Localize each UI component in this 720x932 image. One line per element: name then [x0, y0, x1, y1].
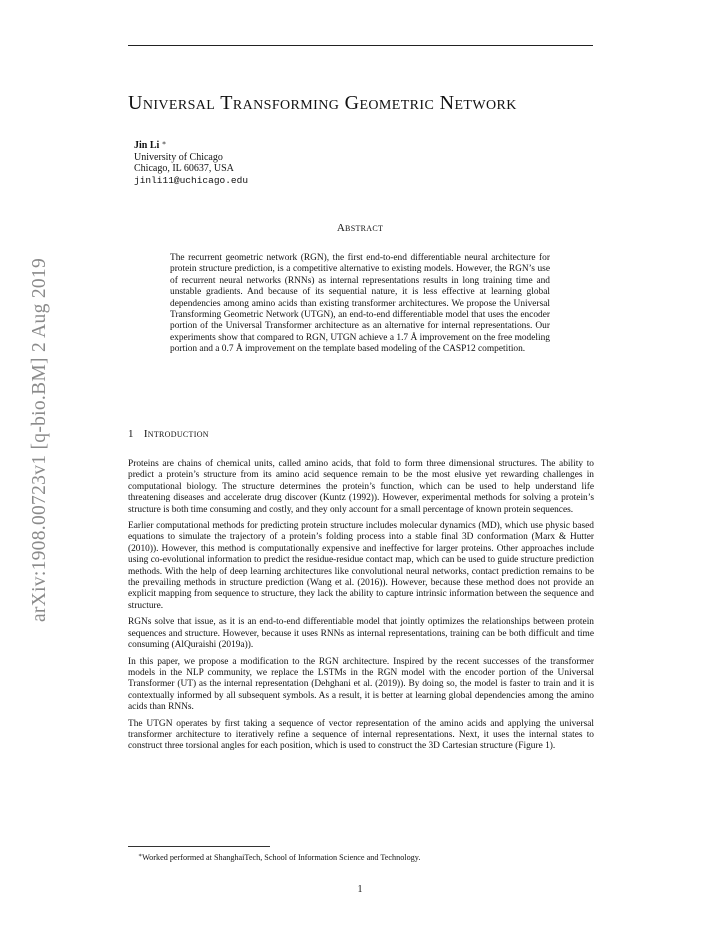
author-email: jinli11@uchicago.edu — [134, 174, 249, 186]
section-title: Introduction — [143, 428, 209, 440]
paper-title: Universal Transforming Geometric Network — [128, 92, 517, 114]
paragraph: In this paper, we propose a modification to the RGN architecture. Inspired by the recent successes of the transformer models in the NLP community, we replace the LSTMs in the RGN model with the encoder portion of the Universal Transformer (UT) as the internal representation (Dehghani et al. (2019)). By doing so, the model is faster to train and it is contextually informed by all subsequent symbols. As a result, it is better at learning global dependencies among the amino acids than RNNs. — [128, 656, 594, 713]
paragraph: Earlier computational methods for predicting protein structure includes molecular dynamics (MD), which use physic based equations to simulate the trajectory of a protein’s folding process into a stable final 3D conformation (Marx & Hutter (2010)). However, this method is computationally expensive and ineffective for larger proteins. Other approaches include using co-evolutional information to predict the residue-residue contact map, which can be used to guide structure prediction methods. With the help of deep learning architectures like convolutional neural networks, contact prediction remains to be the prevailing methods in structure prediction (Wang et al. (2016)). However, because these method does not provide an explicit mapping from sequence to structure, they lack the ability to capture intrinsic information between the sequence and structure. — [128, 521, 594, 611]
author-address: Chicago, IL 60637, USA — [134, 163, 234, 174]
paragraph: Proteins are chains of chemical units, called amino acids, that fold to form three dimensional structures. The ability to predict a protein’s structure from its amino acid sequence remain to be the most elusive yet rewarding challenges in computational biology. The structure determines the protein’s function, which can be used to help understand life threatening diseases and accelerate drug discover (Kuntz (1992)). However, experimental methods for solving a protein’s structure is both time consuming and costly, and they only account for a small percentage of known protein sequences. — [128, 459, 594, 515]
section-number: 1 — [128, 428, 134, 440]
top-rule — [128, 45, 593, 46]
author-footnote-mark: ∗ — [161, 139, 167, 147]
footnote — [138, 852, 420, 862]
arxiv-identifier: arXiv:1908.00723v1 [q-bio.BM] 2 Aug 2019 — [29, 257, 50, 623]
author-block — [134, 138, 248, 186]
paragraph: The UTGN operates by first taking a sequence of vector representation of the amino acids and applying the universal transformer architecture to iteratively refine a sequence of internal representations. Next, it uses the internal states to construct three torsional angles for each position, which is used to construct the 3D Cartesian structure (Figure 1). — [128, 718, 594, 752]
abstract-heading: Abstract — [336, 222, 384, 234]
body-text — [128, 459, 594, 758]
section-heading — [128, 428, 209, 440]
author-affiliation: University of Chicago — [134, 151, 223, 163]
paragraph: RGNs solve that issue, as it is an end-to-end differentiable model that jointly optimizes the relationships between protein sequences and structure. However, because it uses RNNs as internal representations, training can be both difficult and time consuming (AlQuraishi (2019a)). — [128, 617, 594, 651]
page-number: 1 — [357, 884, 363, 895]
footnote-mark: ∗ — [138, 853, 143, 859]
author-name: Jin Li — [134, 140, 160, 151]
footnote-text: Worked performed at ShanghaiTech, School of Information Science and Technology. — [142, 853, 421, 862]
abstract-text: The recurrent geometric network (RGN), the first end-to-end differentiable neural architecture for protein structure prediction, is a competitive alternative to existing models. However, the RGN’s use of recurrent neural networks (RNNs) as internal representations results in long training time and unstable gradients. And because of its sequential nature, it is less effective at learning global dependencies among amino acids than existing transformer architectures. We propose the Universal Transforming Geometric Network (UTGN), an end-to-end differentiable model that uses the encoder portion of the Universal Transformer architecture as an alternative for internal representations. Our experiments show that compared to RGN, UTGN achieve a 1.7 Å improvement on the free modeling portion and a 0.7 Å improvement on the template based modeling of the CASP12 competition. — [170, 253, 550, 355]
footnote-rule — [128, 846, 270, 847]
